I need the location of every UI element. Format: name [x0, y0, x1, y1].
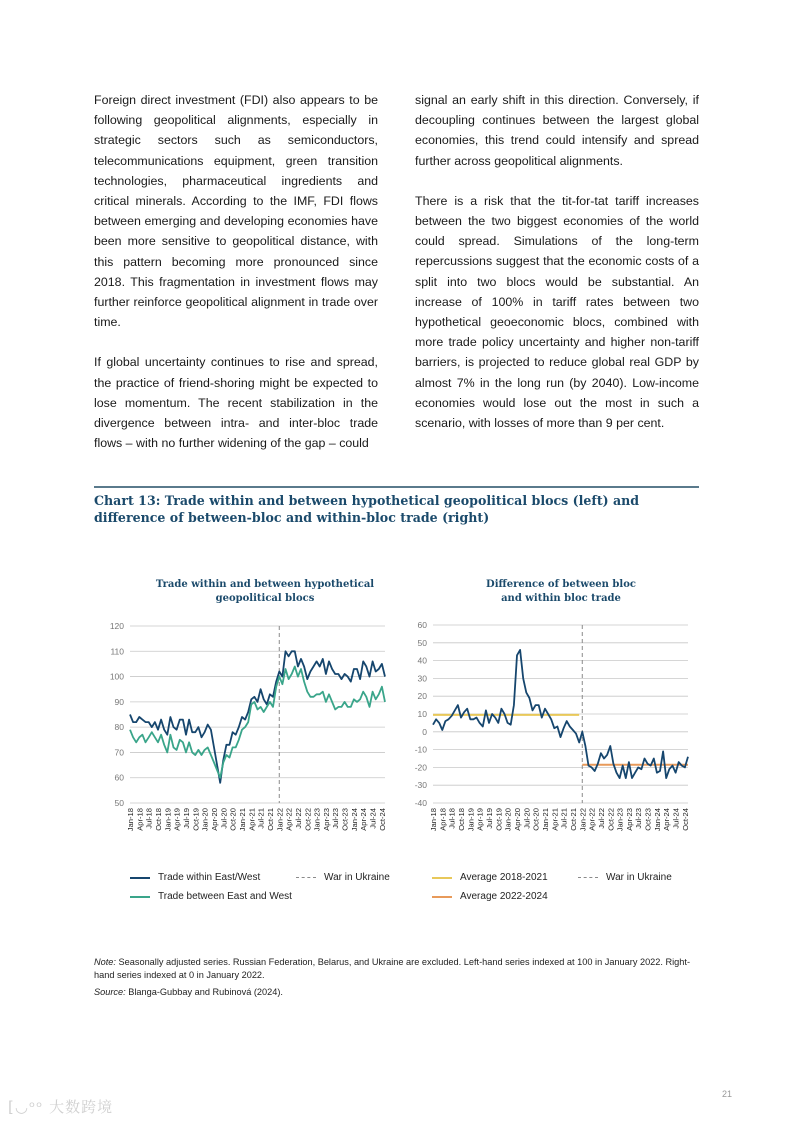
x-tick-label: Oct-20 [228, 808, 238, 831]
x-tick-label: Jan-21 [540, 808, 550, 832]
x-tick-label: Oct-24 [680, 808, 690, 831]
x-tick-label: Oct-21 [265, 808, 275, 831]
line-swatch-icon [432, 896, 452, 898]
x-tick-label: Oct-19 [494, 808, 504, 831]
x-tick-label: Jan-24 [349, 808, 359, 832]
chart-notes [94, 956, 694, 1003]
x-tick-label: Jul-18 [447, 808, 457, 829]
watermark-logo: [◡ᵒᵒ 大数跨境 [8, 1098, 114, 1116]
right-line-chart [400, 620, 700, 845]
y-tick-label: 90 [114, 696, 124, 707]
x-tick-label: Apr-24 [662, 808, 672, 831]
x-tick-label: Apr-21 [247, 808, 257, 831]
x-tick-label: Apr-23 [321, 808, 331, 831]
x-tick-label: Oct-20 [531, 808, 541, 831]
paragraph: If global uncertainty continues to rise and spread, the practice of friend-shoring might be expected to lose momentum. The recent stabilization in the divergence between intra- and inter-bloc trade flows – with no further widening of the gap – could [94, 355, 378, 451]
x-tick-label: Jul-19 [181, 808, 191, 829]
y-tick-label: 110 [110, 646, 124, 657]
x-tick-label: Jul-22 [596, 808, 606, 829]
source-label: Source: [94, 987, 126, 997]
x-tick-label: Jan-23 [312, 808, 322, 832]
legend-label: Trade within East/West [158, 872, 261, 883]
chart-heading: Chart 13: Trade within and between hypothetical geopolitical blocs (left) and difference of between-bloc and within-bloc trade (right) [94, 493, 640, 525]
body-column-right [415, 90, 699, 453]
x-tick-label: Apr-19 [172, 808, 182, 831]
legend-item-war [578, 872, 672, 883]
x-tick-label: Jan-22 [578, 808, 588, 832]
right-chart-title [446, 578, 676, 605]
source-line [94, 986, 694, 999]
dashed-line-icon [296, 877, 316, 878]
x-tick-label: Apr-22 [587, 808, 597, 831]
y-tick-label: 10 [417, 709, 427, 719]
legend-item-avg-2022-2024 [432, 891, 548, 902]
x-tick-label: Jul-23 [331, 808, 341, 829]
x-tick-label: Jul-20 [219, 808, 229, 829]
body-column-left [94, 90, 378, 473]
legend-item-between [130, 891, 292, 902]
source-text: Blanga-Gubbay and Rubinová (2024). [125, 987, 283, 997]
x-tick-label: Oct-18 [456, 808, 466, 831]
x-tick-label: Jan-24 [652, 808, 662, 832]
line-swatch-icon [432, 877, 452, 879]
x-tick-label: Jan-22 [275, 808, 285, 832]
x-tick-label: Jul-18 [144, 808, 154, 829]
y-tick-label: 60 [417, 620, 427, 630]
x-tick-label: Jan-20 [200, 808, 210, 832]
legend-item-avg-2018-2021 [432, 872, 548, 883]
y-tick-label: -10 [414, 744, 427, 755]
right-chart-title-line: Difference of between bloc [486, 579, 636, 590]
y-tick-label: -30 [414, 780, 427, 791]
left-chart-title-line: Trade within and between hypothetical [155, 579, 375, 590]
x-tick-label: Jul-21 [559, 808, 569, 829]
x-tick-label: Jul-24 [368, 808, 378, 829]
page-number: 21 [722, 1089, 733, 1099]
x-tick-label: Jul-24 [671, 808, 681, 829]
x-tick-label: Oct-19 [191, 808, 201, 831]
legend-item-war [296, 872, 390, 883]
legend-label: Average 2018-2021 [460, 872, 548, 883]
note-label: Note: [94, 957, 116, 967]
x-tick-label: Oct-24 [377, 808, 387, 831]
right-chart-title-line: and within bloc trade [501, 592, 621, 604]
note-text: Seasonally adjusted series. Russian Federation, Belarus, and Ukraine are excluded. Left-hand series indexed at 100 in January 2022. Right-hand series indexed at 0 in January 2022. [94, 957, 691, 980]
x-tick-label: Apr-24 [359, 808, 369, 831]
y-tick-label: 100 [109, 671, 124, 682]
dashed-line-icon [578, 877, 598, 878]
y-tick-label: -40 [414, 798, 427, 808]
x-tick-label: Oct-23 [643, 808, 653, 831]
x-tick-label: Jan-19 [163, 808, 173, 832]
x-tick-label: Oct-23 [340, 808, 350, 831]
paragraph: Foreign direct investment (FDI) also appears to be following geopolitical alignments, especially in strategic sectors such as semiconductors, telecommunications equipment, green transition technologies, pharmaceutical ingredients and critical minerals. According to the IMF, FDI flows between emerging and developing economies have been more sensitive to geopolitical distance, with this pattern becoming more pronounced since 2018. This fragmentation in investment flows may further reinforce geopolitical alignment in trade over time. [94, 93, 378, 330]
series-line [130, 667, 385, 778]
x-tick-label: Oct-21 [568, 808, 578, 831]
left-line-chart [95, 620, 395, 845]
note-line [94, 956, 694, 982]
left-chart-title [150, 578, 380, 605]
legend-label: War in Ukraine [324, 872, 390, 883]
y-tick-label: 120 [109, 621, 124, 631]
y-tick-label: 30 [417, 673, 427, 684]
x-tick-label: Jan-19 [466, 808, 476, 832]
paragraph: signal an early shift in this direction. Conversely, if decoupling continues between the largest global economies, this trend could intensify and spread further across geopolitical alignments. [415, 93, 699, 168]
y-tick-label: 80 [114, 722, 124, 733]
x-tick-label: Apr-18 [135, 808, 145, 831]
x-tick-label: Jul-22 [293, 808, 303, 829]
y-tick-label: 60 [114, 772, 124, 783]
x-tick-label: Jul-23 [634, 808, 644, 829]
x-tick-label: Jan-21 [237, 808, 247, 832]
paragraph: There is a risk that the tit-for-tat tariff increases between the two biggest economies of the world could spread. Simulations of the long-term repercussions suggest that the economic costs of a split into two blocs would be substantial. An increase of 100% in tariff rates between two hypothetical geoeconomic blocs, combined with more trade policy uncertainty and higher non-tariff barriers, is projected to reduce global real GDP by almost 7% in the long run (by 2040). Low-income economies would lose out the most in such a scenario, with losses of more than 9 per cent. [415, 193, 699, 431]
line-swatch-icon [130, 896, 150, 898]
y-tick-label: 20 [417, 691, 427, 702]
x-tick-label: Apr-22 [284, 808, 294, 831]
x-tick-label: Apr-20 [512, 808, 522, 831]
line-swatch-icon [130, 877, 150, 879]
x-tick-label: Apr-19 [475, 808, 485, 831]
x-tick-label: Jul-21 [256, 808, 266, 829]
section-divider [94, 486, 699, 488]
x-tick-label: Apr-20 [209, 808, 219, 831]
y-tick-label: 50 [417, 637, 427, 648]
y-tick-label: 70 [114, 747, 124, 758]
left-chart-title-line: geopolitical blocs [215, 592, 315, 604]
x-tick-label: Jul-19 [484, 808, 494, 829]
y-tick-label: -20 [414, 762, 427, 773]
y-tick-label: 40 [417, 655, 427, 666]
x-tick-label: Apr-23 [624, 808, 634, 831]
x-tick-label: Apr-18 [438, 808, 448, 831]
x-tick-label: Jul-20 [522, 808, 532, 829]
x-tick-label: Apr-21 [550, 808, 560, 831]
x-tick-label: Oct-22 [303, 808, 313, 831]
legend-label: Average 2022-2024 [460, 891, 548, 902]
legend-label: War in Ukraine [606, 872, 672, 883]
y-tick-label: 0 [422, 726, 427, 737]
x-tick-label: Oct-18 [153, 808, 163, 831]
x-tick-label: Oct-22 [606, 808, 616, 831]
series-line [130, 651, 385, 783]
x-tick-label: Jan-23 [615, 808, 625, 832]
legend-item-within [130, 872, 260, 883]
y-tick-label: 50 [114, 798, 124, 808]
x-tick-label: Jan-20 [503, 808, 513, 832]
legend-label: Trade between East and West [158, 891, 292, 902]
x-tick-label: Jan-18 [429, 808, 438, 832]
x-tick-label: Jan-18 [126, 808, 135, 832]
